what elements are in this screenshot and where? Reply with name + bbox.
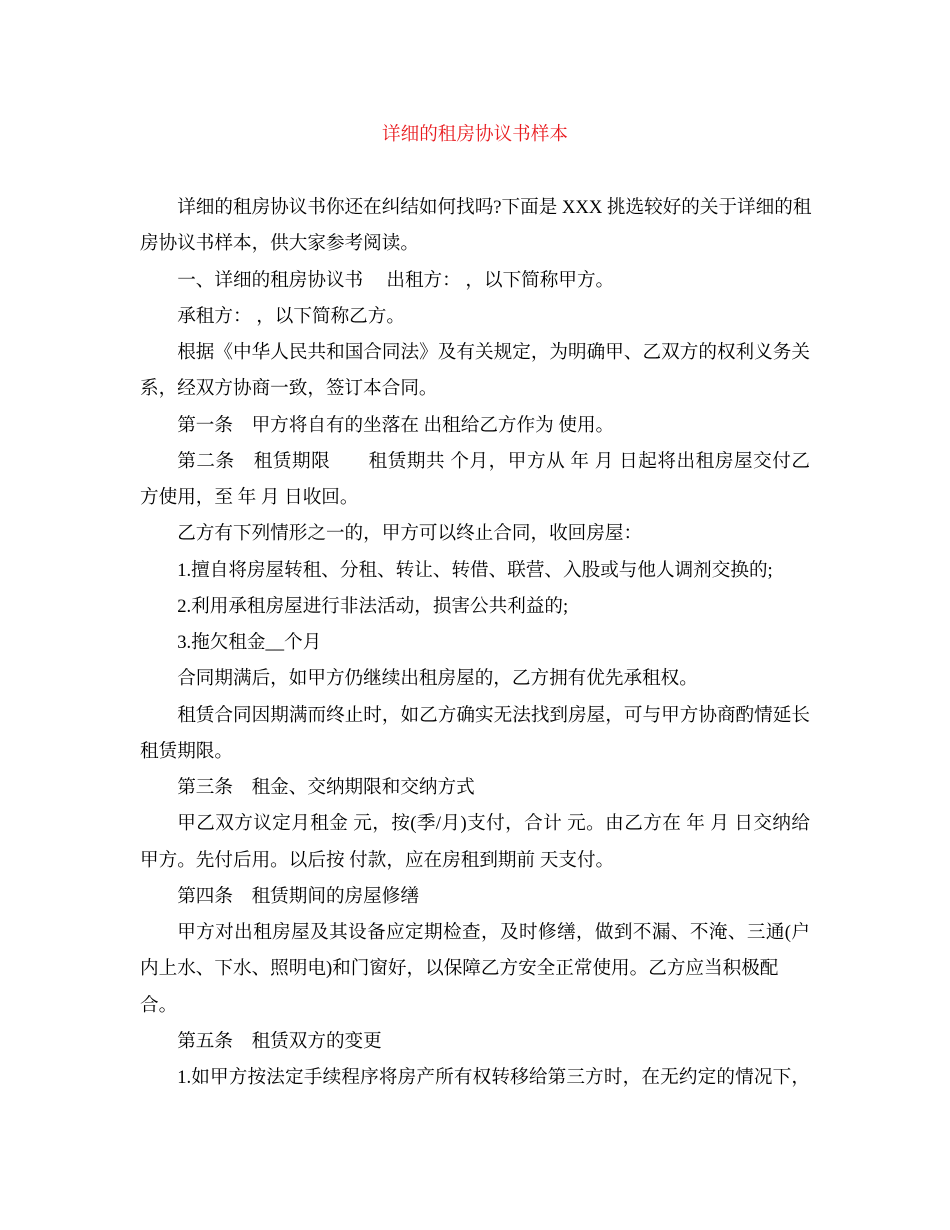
text-line: 第四条 租赁期间的房屋修缮 [177,885,419,907]
text-line: 2.利用承租房屋进行非法活动，损害公共利益的; [177,595,569,617]
text-line: 根据《中华人民共和国合同法》及有关规定，为明确甲、乙双方的权利义务关 [177,342,810,363]
text-line: 第五条 租赁双方的变更 [177,1030,382,1052]
paragraph-repairs [140,915,810,1024]
text-line: 方使用，至 年 月 日收回。 [140,487,359,508]
text-line: 甲方对出租房屋及其设备应定期检查，及时修缮，做到不漏、不淹、三通(户 [177,922,810,943]
text-line: 1.如甲方按法定手续程序将房产所有权转移给第三方时，在无约定的情况下， [177,1067,810,1088]
text-line: 第二条 租赁期限 租赁期共 个月，甲方从 年 月 日起将出租房屋交付乙 [177,450,810,472]
paragraph-article-5-heading [140,1024,810,1060]
paragraph-priority-right [140,661,810,697]
text-line: 第一条 甲方将自有的坐落在 出租给乙方作为 使用。 [177,414,615,436]
paragraph-article-2 [140,444,810,517]
text-line: 详细的租房协议书你还在纠结如何找吗?下面是 XXX 挑选较好的关于详细的租 [177,197,812,218]
paragraph-ownership-transfer [140,1060,810,1096]
list-item [140,553,810,589]
text-line: 租赁期限。 [140,740,233,762]
text-line: 承租方： ，以下简称乙方。 [177,305,405,327]
paragraph-article-3-heading [140,770,810,806]
text-line: 租赁合同因期满而终止时，如乙方确实无法找到房屋，可与甲方协商酌情延长 [177,704,810,726]
list-item [140,589,810,625]
text-line: 房协议书样本，供大家参考阅读。 [140,233,419,255]
document-body [140,190,810,1096]
paragraph-article-4-heading [140,879,810,915]
text-line: 一、详细的租房协议书 出租方： ，以下简称甲方。 [177,269,615,291]
paragraph-preamble [140,335,810,408]
text-line: 系，经双方协商一致，签订本合同。 [140,378,438,400]
paragraph-lessor [140,263,810,299]
text-line: 内上水、下水、照明电)和门窗好，以保障乙方安全正常使用。乙方应当积极配 [140,958,779,980]
text-line: 合同期满后，如甲方仍继续出租房屋的，乙方拥有优先承租权。 [177,668,698,690]
paragraph-intro [140,190,810,263]
text-line: 第三条 租金、交纳期限和交纳方式 [177,777,475,798]
page-title: 详细的租房协议书样本 [382,124,568,145]
text-line: 合。 [140,994,178,1016]
paragraph-rent-payment [140,806,810,879]
paragraph-extension [140,698,810,771]
text-line: 乙方有下列情形之一的，甲方可以终止合同，收回房屋： [177,523,643,545]
paragraph-termination-conditions [140,516,810,552]
list-item [140,625,810,661]
text-line: 3.拖欠租金__个月 [177,632,322,653]
text-line: 1.擅自将房屋转租、分租、转让、转借、联营、入股或与他人调剂交换的; [177,559,773,581]
text-line: 甲方。先付后用。以后按 付款，应在房租到期前 天支付。 [140,849,615,871]
paragraph-article-1 [140,408,810,444]
paragraph-lessee [140,299,810,335]
text-line: 甲乙双方议定月租金 元，按(季/月)支付，合计 元。由乙方在 年 月 日交纳给 [177,813,810,835]
